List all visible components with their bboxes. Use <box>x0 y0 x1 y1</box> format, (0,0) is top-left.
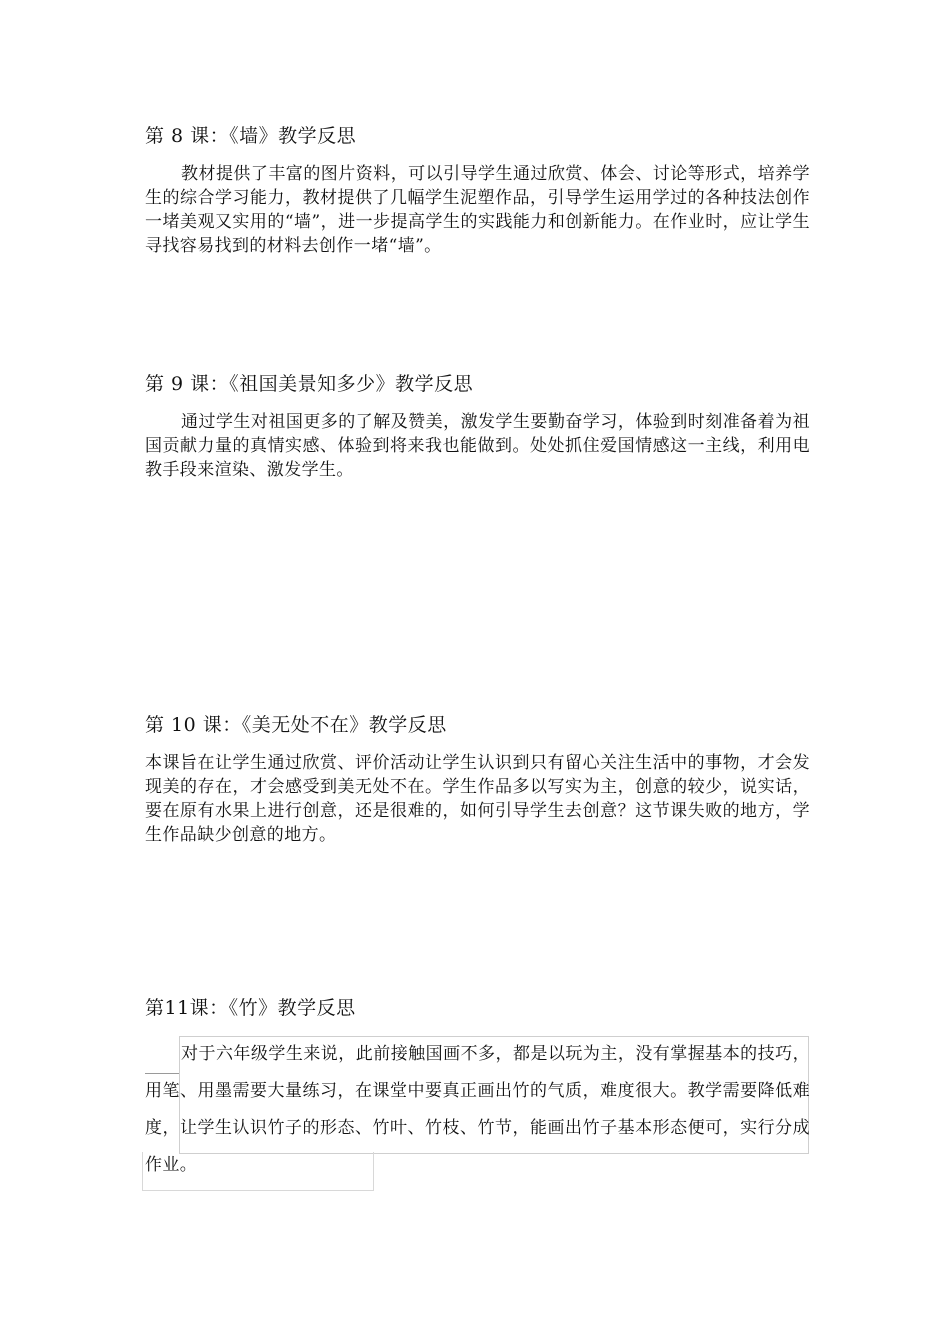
lesson-10-title: 第 10 课：《美无处不在》教学反思 <box>145 714 447 736</box>
lesson-11-title: 第11课：《竹》教学反思 <box>145 997 356 1019</box>
lesson-11-text-box <box>145 1036 810 1184</box>
lesson-8-title: 第 8 课：《墙》教学反思 <box>145 125 357 147</box>
lesson-11-text: 对于六年级学生来说，此前接触国画不多，都是以玩为主，没有掌握基本的技巧，用笔、用墨需要大量练习，在课堂中要真正画出竹的气质，难度很大。教学需要降低难度，让学生认识竹子的形态、竹叶、竹枝、竹节，能画出竹子基本形态便可，实行分成作业。 <box>145 1044 810 1175</box>
lesson-10-section <box>145 713 810 847</box>
lesson-8-text: 教材提供了丰富的图片资料，可以引导学生通过欣赏、体会、讨论等形式，培养学生的综合学习能力，教材提供了几幅学生泥塑作品，引导学生运用学过的各种技法创作一堵美观又实用的“墙”，进一步提高学生的实践能力和创新能力。在作业时，应让学生寻找容易找到的材料去创作一堵“墙”。 <box>145 164 810 256</box>
lesson-11-section <box>145 996 810 1184</box>
lesson-8-section <box>145 124 810 258</box>
lesson-9-text: 通过学生对祖国更多的了解及赞美，激发学生要勤奋学习，体验到时刻准备着为祖国贡献力量的真情实感、体验到将来我也能做到。处处抓住爱国情感这一主线，利用电教手段来渲染、激发学生。 <box>145 412 810 480</box>
lesson-10-text: 本课旨在让学生通过欣赏、评价活动让学生认识到只有留心关注生活中的事物，才会发现美的存在，才会感受到美无处不在。学生作品多以写实为主，创意的较少，说实话，要在原有水果上进行创意，还是很难的，如何引导学生去创意？这节课失败的地方，学生作品缺少创意的地方。 <box>145 753 810 845</box>
lesson-9-title: 第 9 课：《祖国美景知多少》教学反思 <box>145 373 474 395</box>
lesson-9-section <box>145 372 810 482</box>
